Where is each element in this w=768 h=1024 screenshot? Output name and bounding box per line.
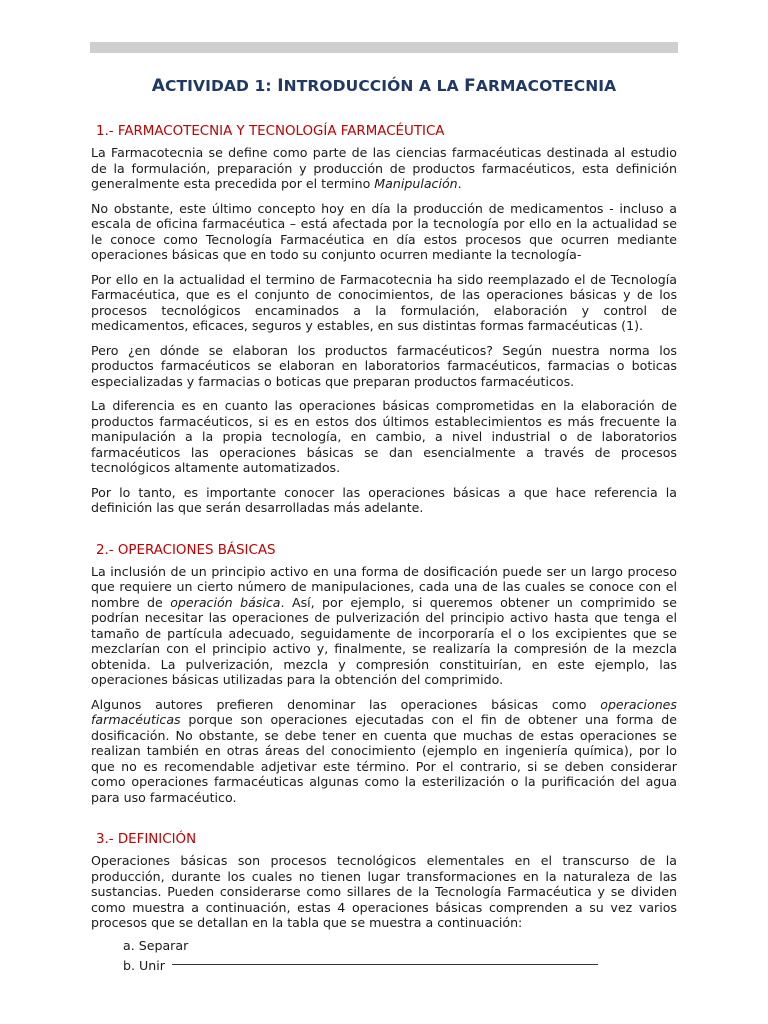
list-item: b. Unir (123, 958, 165, 973)
paragraph: Por lo tanto, es importante conocer las operaciones básicas a que hace referencia la definición las que serán desarrolladas más adelante. (91, 484, 677, 515)
list-item: a. Separar (123, 937, 189, 953)
paragraph: La diferencia es en cuanto las operaciones básicas comprometidas en la elaboración de productos farmacéuticos, si es en estos dos últimos establecimientos es más frecuente la manipulación a la propia tecnología, en cambio, a nivel industrial o de laboratorios farmacéuticos las operaciones básicas se dan esencialmente a través de procesos tecnológicos altamente automatizados. (91, 398, 677, 475)
footer-rule (172, 964, 598, 965)
paragraph: Por ello en la actualidad el termino de Farmacotecnia ha sido reemplazado el de Tecnología Farmacéutica, que es el conjunto de conocimientos, de las operaciones básicas y de los procesos tecnológicos encaminados a la formulación, elaboración y control de medicamentos, eficaces, seguros y estables, en sus distintas formas farmacéuticas (1). (91, 271, 677, 333)
lettered-list (123, 938, 677, 974)
section-heading-definicion: 3.- DEFINICIÓN (96, 832, 197, 847)
section-heading-operaciones-basicas: 2.- OPERACIONES BÁSICAS (96, 542, 276, 558)
paragraph: Algunos autores prefieren denominar las operaciones básicas como operaciones farmacéuticas porque son operaciones ejecutadas con el fin de obtener una forma de dosificación. No obstante, se debe tener en cuenta que muchas de estas operaciones se realizan también en otras áreas del conocimiento (ejemplo en ingeniería química), por lo que no es recomendable adjetivar este término. Por el contrario, si se deben considerar como operaciones farmacéuticas algunas como la esterilización o la purificación del agua para uso farmacéutico. (91, 696, 677, 805)
header-bar (90, 42, 678, 53)
paragraph: La inclusión de un principio activo en una forma de dosificación puede ser un largo proceso que requiere un cierto número de manipulaciones, cada una de las cuales se conoce con el nombre de operación básica. Así, por ejemplo, si queremos obtener un comprimido se podrían necesitar las operaciones de pulverización del principio activo hasta que tenga el tamaño de partícula adecuado, seguidamente de incorporaría el o los excipientes que se mezclarían con el principio activo y, finalmente, se realizaría la compresión de la mezcla obtenida. La pulverización, mezcla y compresión constituirían, en este ejemplo, las operaciones básicas utilizadas para la obtención del comprimido. (91, 563, 677, 687)
paragraph: Operaciones básicas son procesos tecnológicos elementales en el transcurso de la producción, durante los cuales no tienen lugar transformaciones en la naturaleza de las sustancias. Pueden considerarse como sillares de la Tecnología Farmacéutica y se dividen como muestra a continuación, estas 4 operaciones básicas comprenden a su vez varios procesos que se detallan en la tabla que se muestra a continuación: (91, 853, 677, 930)
paragraph: La Farmacotecnia se define como parte de las ciencias farmacéuticas destinada al estudio de la formulación, preparación y producción de productos farmacéuticos, esta definición generalmente esta precedida por el termino Manipulación. (91, 145, 677, 191)
paragraph: Pero ¿en dónde se elaboran los productos farmacéuticos? Según nuestra norma los productos farmacéuticos se elaboran en laboratorios farmacéuticos, farmacias o boticas especializadas y farmacias o boticas que preparan productos farmacéuticos. (91, 342, 677, 389)
section-heading-farmacotecnia: 1.- FARMACOTECNIA Y TECNOLOGÍA FARMACÉUTICA (96, 124, 445, 139)
document-body (91, 76, 677, 979)
document-title: ACTIVIDAD 1: INTRODUCCIÓN A LA FARMACOTECNIA (151, 76, 617, 96)
paragraph: No obstante, este último concepto hoy en día la producción de medicamentos - incluso a escala de oficina farmacéutica – está afectada por la tecnología por ello en la actualidad se le conoce como Tecnología Farmacéutica en día estos procesos que ocurren mediante operaciones básicas que en todo su conjunto ocurren mediante la tecnología- (91, 200, 677, 262)
